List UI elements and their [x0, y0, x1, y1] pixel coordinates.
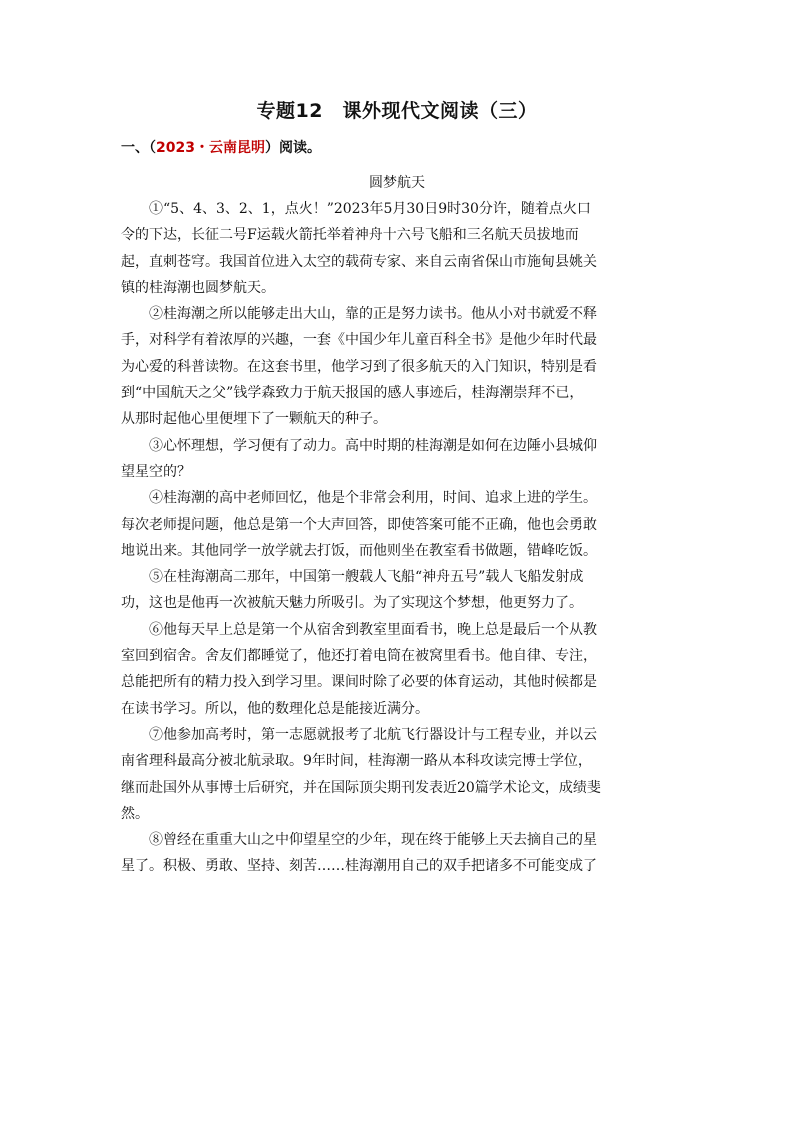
- text-line: ②桂海潮之所以能够走出大山，靠的正是努力读书。他从小对书就爱不释: [121, 306, 597, 323]
- text-line: 星了。积极、勇敢、坚持、刻苦……桂海潮用自己的双手把诸多不可能变成了: [121, 858, 597, 875]
- text-line: 到“中国航天之父”钱学森致力于航天报国的感人事迹后，桂海潮崇拜不已，: [121, 385, 584, 402]
- question-source: 2023・云南昆明: [156, 140, 265, 156]
- article-body: [121, 196, 681, 880]
- text-line: 在读书学习。所以，他的数理化总是能接近满分。: [121, 700, 429, 717]
- text-line: 令的下达，长征二号F运载火箭托举着神舟十六号飞船和三名航天员拔地而: [121, 227, 579, 244]
- paragraph-2: [121, 301, 681, 432]
- text-line: ⑥他每天早上总是第一个从宿舍到教室里面看书，晚上总是最后一个从教: [121, 621, 597, 638]
- paragraph-1: [121, 196, 681, 301]
- text-line: ⑧曾经在重重大山之中仰望星空的少年，现在终于能够上天去摘自己的星: [121, 832, 597, 849]
- paragraph-6: [121, 617, 681, 722]
- text-line: 为心爱的科普读物。在这套书里，他学习到了很多航天的入门知识，特别是看: [121, 358, 597, 375]
- text-line: 镇的桂海潮也圆梦航天。: [121, 279, 275, 296]
- text-line: 望星空的？: [121, 463, 191, 480]
- paragraph-3: [121, 433, 681, 486]
- text-line: ⑦他参加高考时，第一志愿就报考了北航飞行器设计与工程专业，并以云: [121, 726, 597, 743]
- text-line: 地说出来。其他同学一放学就去打饭，而他则坐在教室看书做题，错峰吃饭。: [121, 542, 597, 559]
- question-suffix: ）阅读。: [264, 140, 321, 156]
- question-prefix: 一、（: [121, 140, 156, 156]
- document-title: 专题12 课外现代文阅读（三）: [256, 100, 538, 122]
- text-line: 起，直刺苍穹。我国首位进入太空的载荷专家、来自云南省保山市施甸县姚关: [121, 253, 597, 270]
- text-line: 然。: [121, 805, 149, 822]
- text-line: 室回到宿舍。舍友们都睡觉了，他还打着电筒在被窝里看书。他自律、专注，: [121, 648, 597, 665]
- text-line: ④桂海潮的高中老师回忆，他是个非常会利用，时间、追求上进的学生。: [121, 490, 597, 507]
- paragraph-8: [121, 827, 681, 880]
- text-line: 手，对科学有着浓厚的兴趣，一套《中国少年儿童百科全书》是他少年时代最: [121, 332, 597, 349]
- text-line: 从那时起他心里便埋下了一颗航天的种子。: [121, 411, 387, 428]
- text-line: 每次老师提问题，他总是第一个大声回答，即使答案可能不正确，他也会勇敢: [121, 516, 597, 533]
- article-title: 圆梦航天: [369, 175, 425, 191]
- text-line: 功，这也是他再一次被航天魅力所吸引。为了实现这个梦想，他更努力了。: [121, 595, 583, 612]
- text-line: 总能把所有的精力投入到学习里。课间时除了必要的体育运动，其他时候都是: [121, 674, 597, 691]
- text-line: ①“5、4、3、2、1，点火！”2023年5月30日9时30分许，随着点火口: [121, 201, 591, 217]
- paragraph-4: [121, 485, 681, 564]
- paragraph-7: [121, 722, 681, 827]
- text-line: 继而赴国外从事博士后研究，并在国际顶尖期刊发表近20篇学术论文，成绩斐: [121, 779, 601, 796]
- question-heading: [121, 137, 321, 157]
- paragraph-5: [121, 564, 681, 617]
- text-line: 南省理科最高分被北航录取。9年时间，桂海潮一路从本科攻读完博士学位，: [121, 753, 592, 770]
- text-line: ③心怀理想，学习便有了动力。高中时期的桂海潮是如何在边陲小县城仰: [121, 437, 597, 454]
- text-line: ⑤在桂海潮高二那年，中国第一艘载人飞船“神舟五号”载人飞船发射成: [121, 569, 584, 586]
